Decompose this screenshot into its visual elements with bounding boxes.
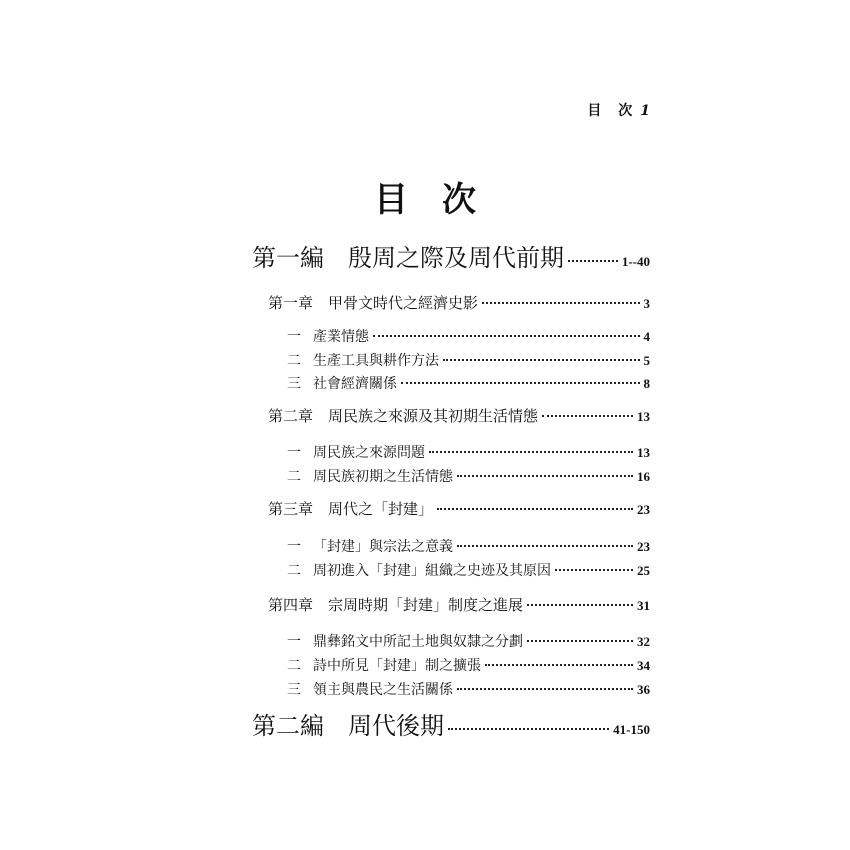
section-label: 鼎彝銘文中所記土地與奴隸之分劃 [313, 634, 523, 650]
toc-section-1-3 [287, 373, 650, 393]
leader-dots [457, 688, 633, 690]
leader-dots [448, 728, 609, 730]
leader-dots [401, 382, 640, 384]
toc-part-2-label: 第二編 周代後期 [252, 712, 444, 740]
section-number: 一 [287, 539, 301, 555]
section-label: 周初進入「封建」組織之史迹及其原因 [313, 563, 551, 579]
toc-chapter-3-label: 第三章 周代之「封建」 [268, 500, 434, 518]
leader-dots [555, 569, 633, 571]
running-head [587, 100, 650, 120]
toc-chapter-3-page: 23 [637, 502, 650, 517]
toc-section-1-1 [287, 326, 650, 346]
toc-chapter-4-label: 第四章 宗周時期「封建」制度之進展 [268, 596, 524, 614]
toc-chapter-2 [268, 405, 650, 426]
section-label: 詩中所見「封建」制之擴張 [313, 658, 481, 674]
page-title [0, 172, 850, 221]
toc-chapter-1-label: 第一章 甲骨文時代之經濟史影 [268, 294, 479, 312]
section-number: 二 [287, 353, 301, 369]
leader-dots [457, 545, 633, 547]
section-number: 一 [287, 445, 301, 461]
section-page: 13 [637, 445, 650, 460]
toc-section-4-1 [287, 631, 650, 651]
toc-section-3-1 [287, 536, 650, 556]
section-number: 一 [287, 329, 301, 345]
section-page: 16 [637, 469, 650, 484]
leader-dots [443, 359, 640, 361]
toc-part-2 [252, 706, 650, 741]
toc-section-2-2 [287, 466, 650, 486]
section-page: 23 [637, 539, 650, 554]
toc-chapter-1-page: 3 [643, 296, 650, 311]
leader-dots [485, 664, 633, 666]
page-title-char-2: 次 [442, 180, 476, 220]
page-title-char-1: 目 [374, 180, 408, 220]
section-number: 二 [287, 658, 301, 674]
section-label: 產業情態 [313, 329, 369, 345]
section-number: 三 [287, 682, 301, 698]
toc-chapter-4-page: 31 [637, 598, 650, 613]
leader-dots [482, 302, 639, 304]
section-number: 三 [287, 376, 301, 392]
leader-dots [542, 415, 633, 417]
section-page: 34 [637, 658, 650, 673]
section-label: 社會經濟關係 [313, 376, 397, 392]
section-label: 生產工具與耕作方法 [313, 353, 439, 369]
section-label: 周民族初期之生活情態 [313, 469, 453, 485]
section-page: 32 [637, 634, 650, 649]
toc-chapter-2-page: 13 [637, 409, 650, 424]
leader-dots [527, 604, 633, 606]
running-head-label: 目 次 [587, 103, 639, 119]
toc-chapter-3 [268, 498, 650, 519]
section-label: 領主與農民之生活關係 [313, 682, 453, 698]
section-number: 一 [287, 634, 301, 650]
section-label: 「封建」與宗法之意義 [313, 539, 453, 555]
section-page: 25 [637, 563, 650, 578]
leader-dots [527, 640, 633, 642]
toc-part-2-pages: 41-150 [613, 722, 650, 737]
leader-dots [373, 335, 640, 337]
leader-dots [568, 260, 618, 262]
section-page: 36 [637, 682, 650, 697]
section-number: 二 [287, 469, 301, 485]
leader-dots [437, 508, 633, 510]
toc-chapter-4 [268, 594, 650, 615]
leader-dots [429, 451, 633, 453]
leader-dots [457, 475, 633, 477]
section-page: 5 [643, 353, 650, 368]
running-head-page-number: 1 [640, 103, 650, 119]
toc-part-1-label: 第一編 殷周之際及周代前期 [252, 244, 564, 272]
toc-section-2-1 [287, 442, 650, 462]
toc-chapter-1 [268, 292, 650, 313]
section-label: 周民族之來源問題 [313, 445, 425, 461]
toc-section-1-2 [287, 350, 650, 370]
section-page: 8 [643, 376, 650, 391]
toc-section-4-3 [287, 679, 650, 699]
toc-part-1 [252, 238, 650, 273]
toc-section-3-2 [287, 560, 650, 580]
toc-section-4-2 [287, 655, 650, 675]
toc-chapter-2-label: 第二章 周民族之來源及其初期生活情態 [268, 407, 539, 425]
section-page: 4 [643, 329, 650, 344]
toc-part-1-pages: 1--40 [621, 254, 650, 269]
section-number: 二 [287, 563, 301, 579]
